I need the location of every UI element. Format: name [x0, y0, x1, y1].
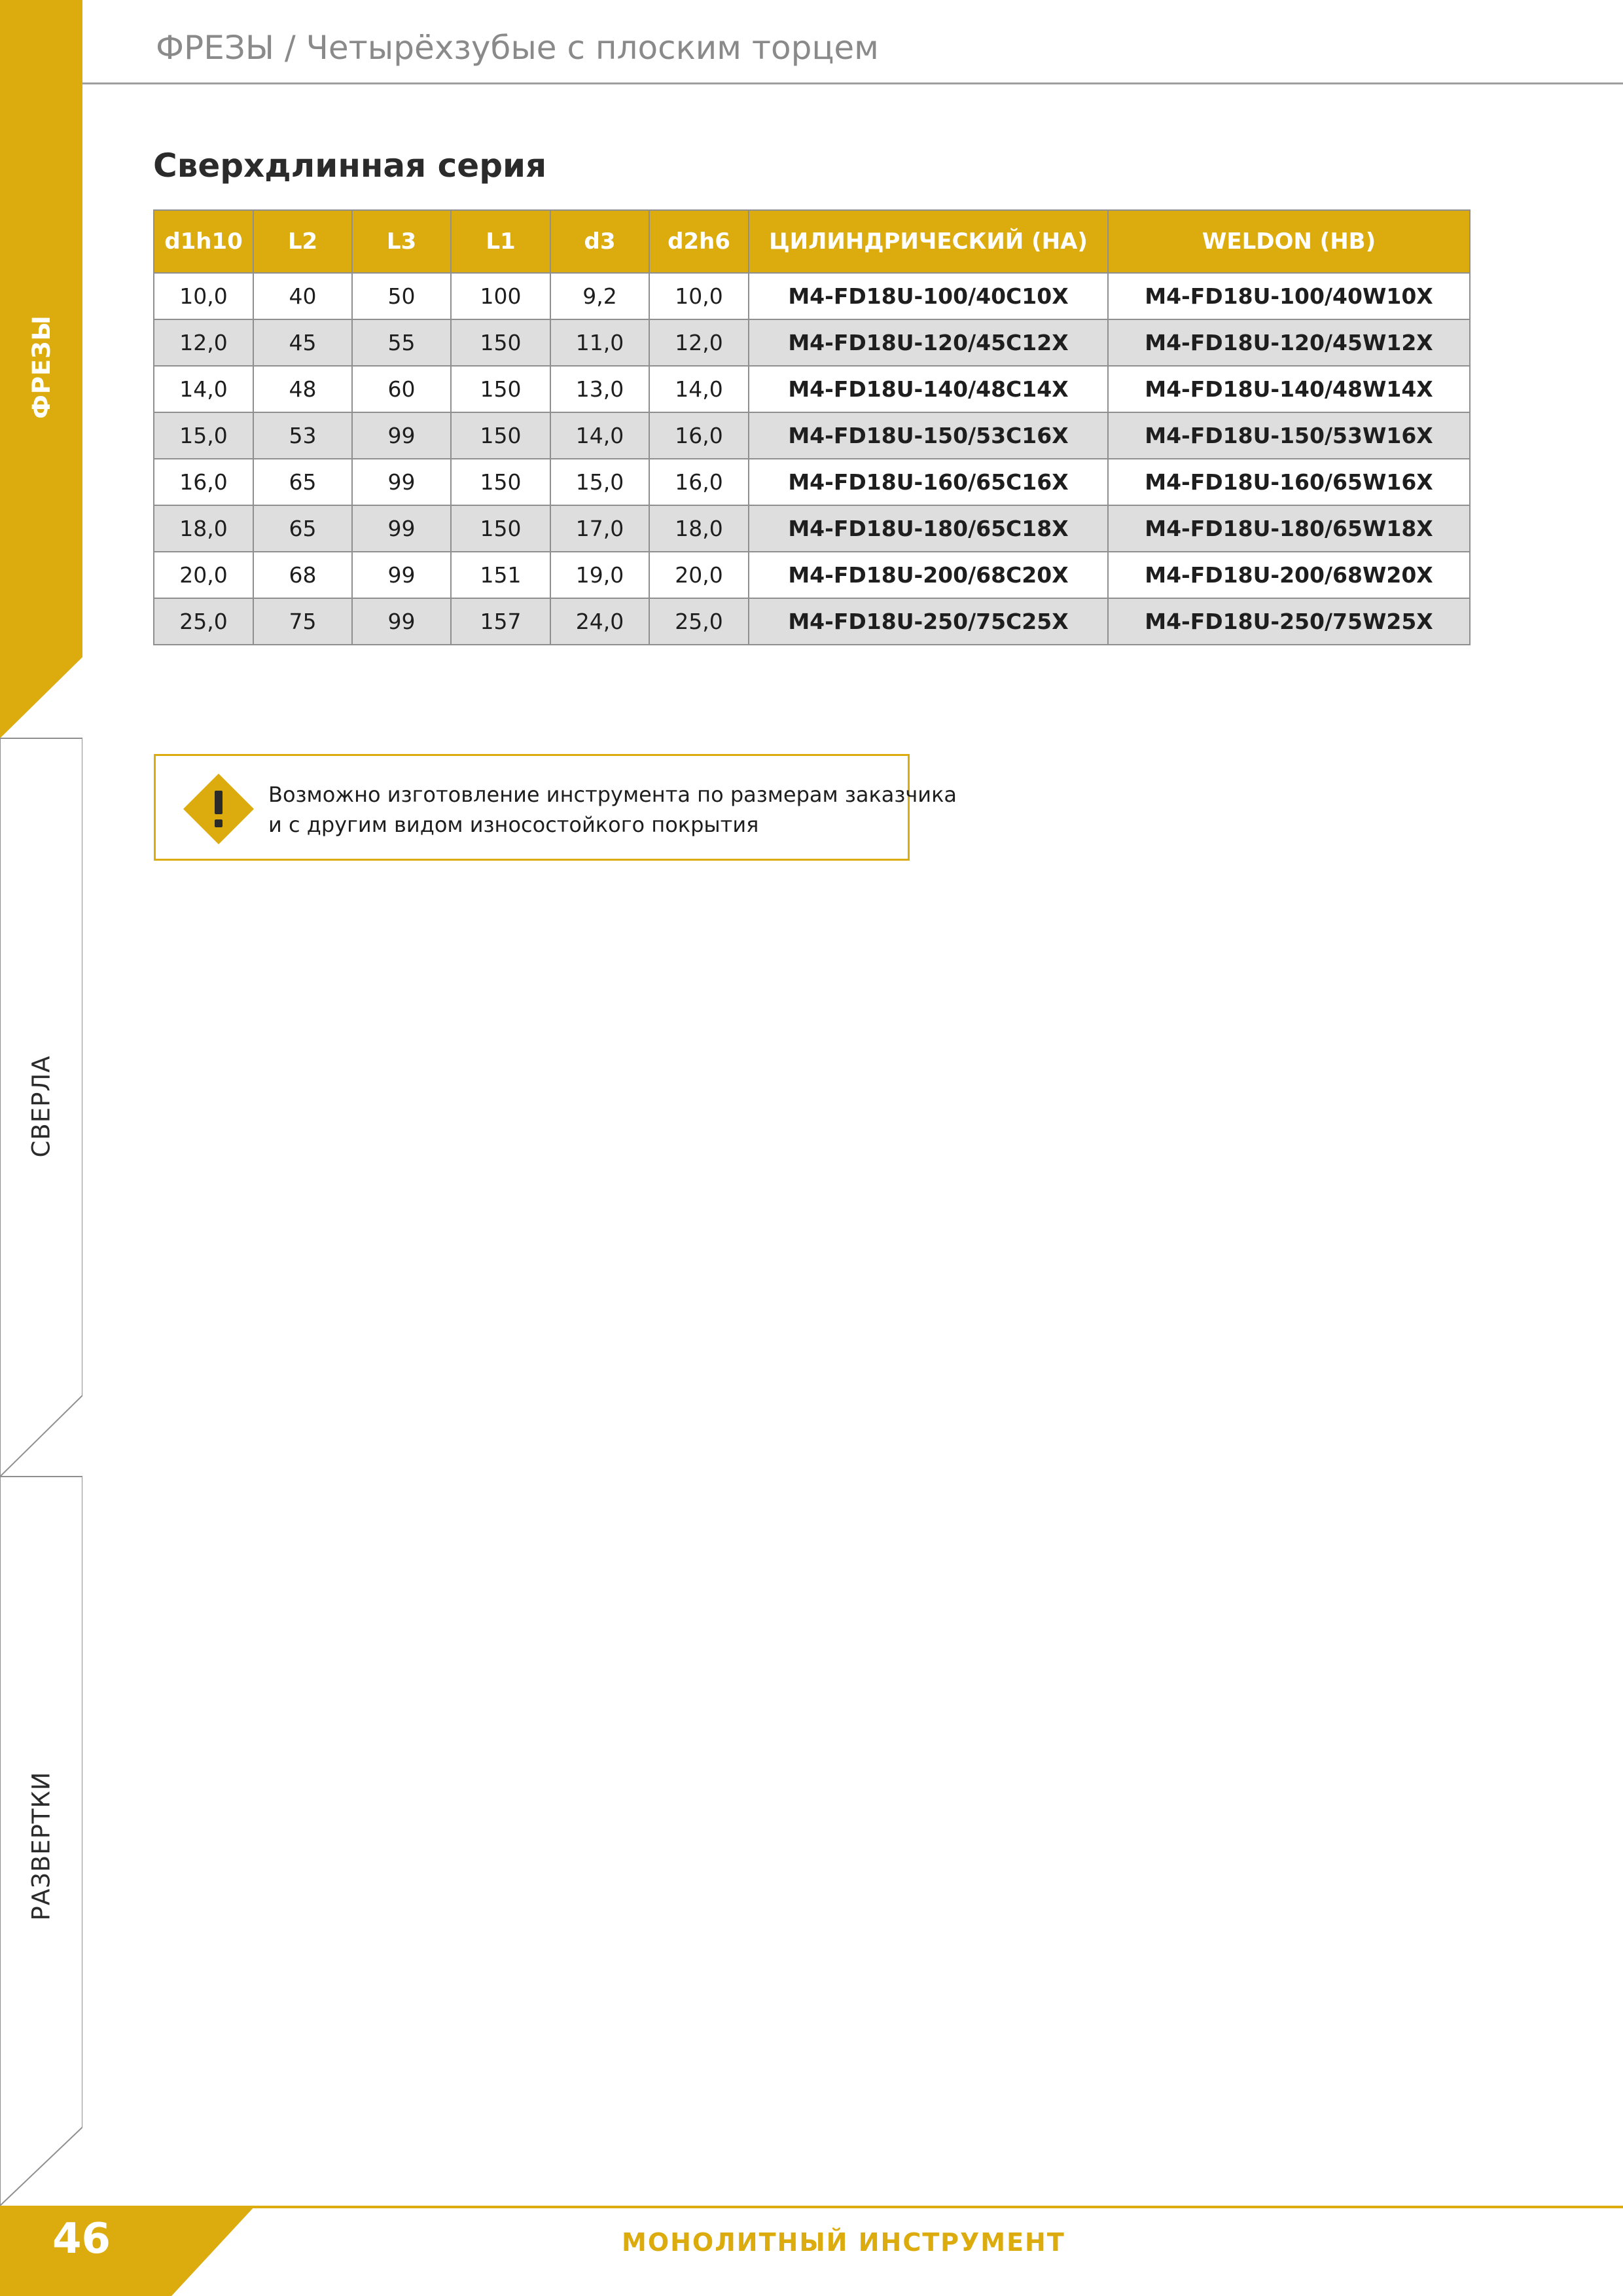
- cell-weldon-code: M4-FD18U-200/68W20X: [1108, 552, 1470, 598]
- cell-weldon-code: M4-FD18U-160/65W16X: [1108, 459, 1470, 505]
- table-header-row: [154, 210, 1470, 273]
- cell-d1h10: 18,0: [154, 505, 253, 552]
- cell-l1: 150: [451, 412, 550, 459]
- col-header-cylindrical: ЦИЛИНДРИЧЕСКИЙ (HA): [749, 210, 1108, 273]
- col-header-l2: L2: [253, 210, 352, 273]
- cell-d3: 14,0: [550, 412, 649, 459]
- col-header-weldon: WELDON (HB): [1108, 210, 1470, 273]
- table-row: [154, 273, 1470, 319]
- table-row: [154, 412, 1470, 459]
- cell-l2: 65: [253, 459, 352, 505]
- cell-d2h6: 14,0: [649, 366, 749, 412]
- col-header-l1: L1: [451, 210, 550, 273]
- cell-d2h6: 16,0: [649, 459, 749, 505]
- cell-l1: 150: [451, 366, 550, 412]
- cell-d3: 15,0: [550, 459, 649, 505]
- cell-d1h10: 14,0: [154, 366, 253, 412]
- cell-d2h6: 16,0: [649, 412, 749, 459]
- tab-reamers[interactable]: [0, 1771, 82, 1920]
- cell-l1: 157: [451, 598, 550, 645]
- cell-weldon-code: M4-FD18U-150/53W16X: [1108, 412, 1470, 459]
- note-line-1: Возможно изготовление инструмента по размерам заказчика: [268, 782, 957, 807]
- col-header-d3: d3: [550, 210, 649, 273]
- cell-weldon-code: M4-FD18U-120/45W12X: [1108, 319, 1470, 366]
- cell-d3: 17,0: [550, 505, 649, 552]
- cell-l2: 45: [253, 319, 352, 366]
- cell-weldon-code: M4-FD18U-140/48W14X: [1108, 366, 1470, 412]
- footer-caption: МОНОЛИТНЫЙ ИНСТРУМЕНТ: [622, 2228, 1065, 2257]
- cell-cylindrical-code: M4-FD18U-180/65C18X: [749, 505, 1108, 552]
- cell-cylindrical-code: M4-FD18U-160/65C16X: [749, 459, 1108, 505]
- spec-table: [153, 209, 1471, 645]
- cell-l2: 75: [253, 598, 352, 645]
- tab-milling-cutters[interactable]: [0, 301, 82, 432]
- header-divider: [82, 82, 1623, 84]
- cell-l1: 150: [451, 505, 550, 552]
- cell-d2h6: 10,0: [649, 273, 749, 319]
- section-title: Сверхдлинная серия: [153, 147, 547, 185]
- cell-l2: 65: [253, 505, 352, 552]
- cell-l3: 99: [352, 598, 451, 645]
- cell-cylindrical-code: M4-FD18U-100/40C10X: [749, 273, 1108, 319]
- cell-d1h10: 25,0: [154, 598, 253, 645]
- cell-l1: 150: [451, 319, 550, 366]
- cell-cylindrical-code: M4-FD18U-250/75C25X: [749, 598, 1108, 645]
- cell-d3: 13,0: [550, 366, 649, 412]
- cell-l2: 53: [253, 412, 352, 459]
- cell-l2: 68: [253, 552, 352, 598]
- note-box: [154, 754, 957, 861]
- cell-cylindrical-code: M4-FD18U-120/45C12X: [749, 319, 1108, 366]
- cell-weldon-code: M4-FD18U-100/40W10X: [1108, 273, 1470, 319]
- footer-page-block: [0, 2206, 262, 2296]
- cell-l3: 99: [352, 412, 451, 459]
- col-header-d1h10: d1h10: [154, 210, 253, 273]
- tab-drills[interactable]: [0, 1041, 82, 1172]
- tab-reamers-label: РАЗВЕРТКИ: [27, 1771, 56, 1920]
- cell-l2: 48: [253, 366, 352, 412]
- cell-l3: 99: [352, 505, 451, 552]
- cell-cylindrical-code: M4-FD18U-200/68C20X: [749, 552, 1108, 598]
- note-text: [268, 780, 957, 840]
- cell-weldon-code: M4-FD18U-180/65W18X: [1108, 505, 1470, 552]
- table-row: [154, 459, 1470, 505]
- cell-d2h6: 25,0: [649, 598, 749, 645]
- cell-l3: 60: [352, 366, 451, 412]
- cell-cylindrical-code: M4-FD18U-150/53C16X: [749, 412, 1108, 459]
- cell-d1h10: 15,0: [154, 412, 253, 459]
- page-number: 46: [52, 2215, 111, 2263]
- cell-d1h10: 20,0: [154, 552, 253, 598]
- cell-l3: 99: [352, 459, 451, 505]
- cell-d1h10: 16,0: [154, 459, 253, 505]
- page-header-title: ФРЕЗЫ / Четырёхзубые с плоским торцем: [156, 29, 879, 67]
- cell-d3: 19,0: [550, 552, 649, 598]
- cell-d2h6: 18,0: [649, 505, 749, 552]
- cell-l1: 150: [451, 459, 550, 505]
- cell-d2h6: 20,0: [649, 552, 749, 598]
- cell-d3: 11,0: [550, 319, 649, 366]
- cell-d3: 24,0: [550, 598, 649, 645]
- warning-icon: [182, 772, 255, 846]
- cell-l3: 55: [352, 319, 451, 366]
- cell-d2h6: 12,0: [649, 319, 749, 366]
- cell-d1h10: 10,0: [154, 273, 253, 319]
- table-body: [154, 273, 1470, 645]
- table-row: [154, 598, 1470, 645]
- cell-d3: 9,2: [550, 273, 649, 319]
- cell-d1h10: 12,0: [154, 319, 253, 366]
- col-header-l3: L3: [352, 210, 451, 273]
- table-row: [154, 505, 1470, 552]
- cell-weldon-code: M4-FD18U-250/75W25X: [1108, 598, 1470, 645]
- cell-l1: 100: [451, 273, 550, 319]
- tab-drills-label: СВЕРЛА: [27, 1054, 56, 1158]
- table-row: [154, 319, 1470, 366]
- table-row: [154, 366, 1470, 412]
- col-header-d2h6: d2h6: [649, 210, 749, 273]
- cell-cylindrical-code: M4-FD18U-140/48C14X: [749, 366, 1108, 412]
- cell-l1: 151: [451, 552, 550, 598]
- note-line-2: и с другим видом износостойкого покрытия: [268, 812, 759, 837]
- cell-l3: 50: [352, 273, 451, 319]
- cell-l2: 40: [253, 273, 352, 319]
- tab-milling-cutters-label: ФРЕЗЫ: [27, 314, 56, 419]
- table-row: [154, 552, 1470, 598]
- cell-l3: 99: [352, 552, 451, 598]
